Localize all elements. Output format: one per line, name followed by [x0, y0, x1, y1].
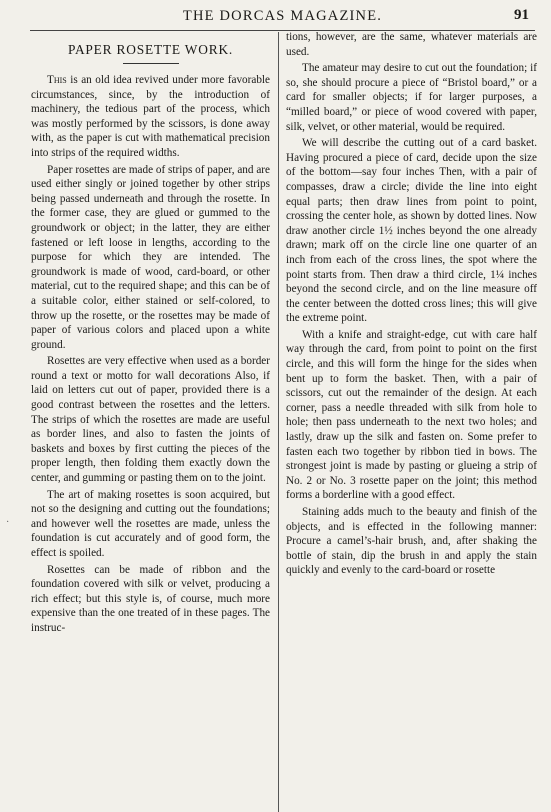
paragraph: We will describe the cutting out of a card basket. Having procured a piece of card, decide upon the size of the bottom—say four inches Then, with a pair of compasses, draw a circle; divide the line into eight equal parts; then draw lines from point to point, crossing the center hole, as shown by dotted lines. Now draw another circle 1½ inches beyond the one already drawn; mark off on the circle line one quarter of an inch from each of the cross lines, the spot where the point starts from. Then draw a third circle, 1¼ inches beyond the second circle, and on the line measure off the center between the dotted cross lines; this will give the extreme point.	[286, 137, 537, 325]
margin-mark: ·	[6, 517, 10, 528]
paragraph: The amateur may desire to cut out the foundation; if so, she should procure a piece of “Bristol board,” or a card for smaller objects; if for larger purposes, a “milled board,” or piece of wood covered with paper, silk, velvet, or other material, would be required.	[286, 62, 537, 133]
paragraph	[31, 73, 270, 161]
title-rule	[123, 63, 179, 64]
article-title: PAPER ROSETTE WORK.	[67, 42, 234, 57]
right-column	[286, 30, 537, 806]
magazine-title: THE DORCAS MAGAZINE.	[182, 8, 383, 24]
column-divider	[278, 32, 279, 812]
running-header	[30, 4, 535, 31]
paragraph: Staining adds much to the beauty and finish of the objects, and is effected in the following manner: Procure a camel’s-hair brush, and, after shaking the bottle of stain, dip the brush in and apply the stain quickly and evenly to the card-board or rosette	[286, 506, 537, 577]
paragraph: Rosettes can be made of ribbon and the foundation covered with silk or velvet, producing a rich effect; but this style is, of course, much more expensive than the one treated of in these pages. The instruc-	[31, 563, 270, 634]
page-number: 91	[514, 7, 529, 23]
paragraph: With a knife and straight-edge, cut with care half way through the card, from point to point on the first circle, and this will form the hinge for the sides when bent up to form the basket. Then, with a pair of scissors, cut out the remainder of the design. At each corner, pass a needle threaded with silk from hole to hole; then pass underneath to the next two holes; and lastly, draw up the silk and fasten on. Some prefer to fasten each two together by ribbon tied in bows. The strongest joint is made by pasting or glueing a strip of No. 2 or No. 3 rosette paper on the joint; this method forms a borderline with a good effect.	[286, 328, 537, 502]
paragraph-text: is an old idea revived under more favorable circumstances, since, by the introduction of machinery, the tedious part of the process, which was mostly performed by the scissors, is done away with, as the paper is cut with mathematical precision into strips of the required widths.	[31, 74, 270, 159]
paragraph: tions, however, are the same, whatever materials are used.	[286, 31, 537, 58]
paragraph: Rosettes are very effective when used as a border round a text or motto for wall decorations Also, if laid on letters cut out of paper, provided there is a good contrast between the rosettes and the letters. The strips of which the rosettes are made are useful as border lines, and also to fasten the joints of baskets and boxes by first cutting the pieces of the proper length, then folding them exactly down the center, and gumming or pasting them on to the joint.	[31, 355, 270, 485]
lead-word: This	[47, 74, 67, 86]
paragraph: Paper rosettes are made of strips of paper, and are used either singly or joined together by other strips being passed underneath and through the rosette. In the former case, they are glued or gummed to the groundwork or object; in the latter, they are either fastened or left loose in lengths, according to the purpose for which they are intended. The groundwork is made of wood, card-board, or other material, cut to the required shape; and this can be of a suitable color, either stained or self-colored, to throw up the rosette, or the rosettes may be made of paper of various colors and placed upon a white ground.	[31, 163, 270, 351]
left-column	[31, 30, 273, 806]
paragraph: The art of making rosettes is soon acquired, but not so the designing and cutting out the foundations; and however well the rosettes are made, unless the foundation is cut accurately and of good form, the effect is spoiled.	[31, 488, 270, 559]
